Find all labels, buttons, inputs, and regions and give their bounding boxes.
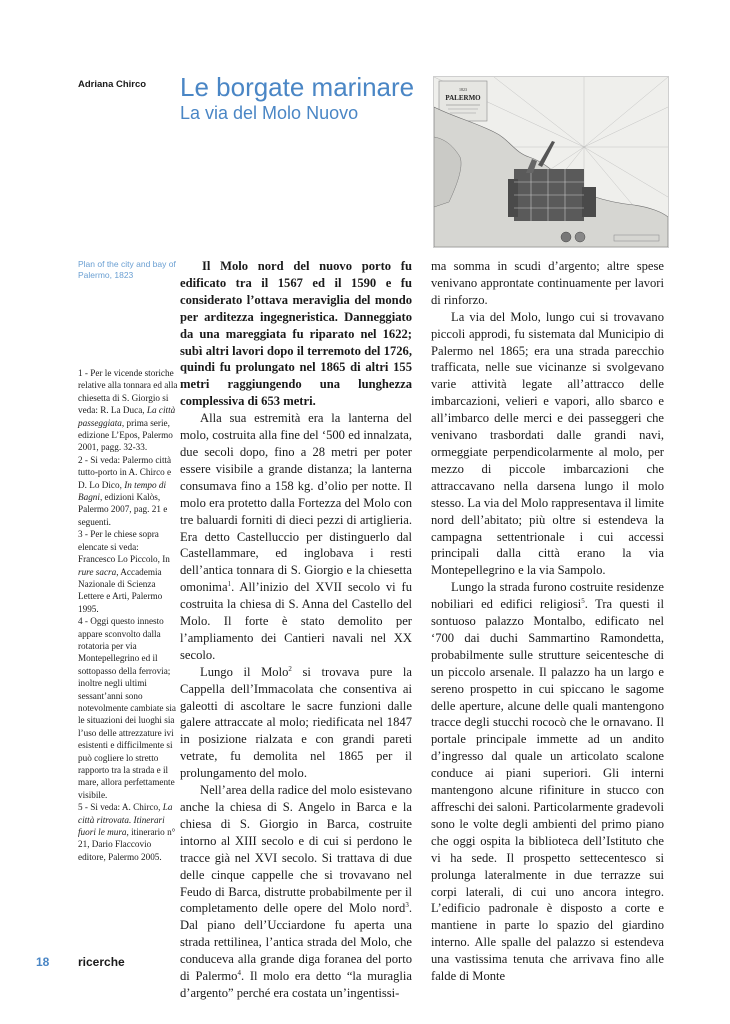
footnote: 3 - Per le chiese sopra elencate si veda: Francesco Lo Piccolo, In rure sacra, Accademia Nazionale di Scienza Lettere e Arti, Palermo 1995. — [78, 529, 170, 614]
body-paragraph: Lungo la strada furono costruite residenze nobiliari ed edifici religiosi$^5$. Tra questi il sontuoso palazzo Montalbo, edificato nel ‘700 dai duchi Sammartino Ramondetta, probabilmente sulle strutture seicentesche di un piccolo arsenale. Il palazzo ha un largo e sereno prospetto in cui spiccano le sagome delle aperture, alcune delle quali mantengono tracce degli stucchi rococò che le ornavano. Il portale principale immette ad un andito d’ingresso dal quale un articolato scalone conduce ai piani superiori. Gli interni mantengono alcune rifiniture in stucco con affreschi dei saloni. Particolarmente gradevoli sono le volte degli ambienti del primo piano che oggi ospita la biblioteca dell’Istituto che vi ha sede. Il prospetto settecentesco si prolunga lateralmente in due terrazze sui corpi laterali, di cui uno ancora integro. L’edificio padronale è disposto a corte e mantiene in parte lo spazio del giardino interno. Alle spalle del palazzo si estendeva una vastissima tenuta che arrivava fino alle falde di Monte — [431, 580, 664, 984]
author-name: Adriana Chirco — [78, 79, 147, 90]
body-paragraph: La via del Molo, lungo cui si trovavano piccoli approdi, fu sistemata dal Municipio di Palermo nel 1865; era una strada parecchio trafficata, nelle sue vicinanze si svolgevano varie attività legate all’attracco delle imbarcazioni, velieri e vapori, allo sbarco e all’imbarco delle merci e dei passeggeri che venivano trasbordati dalle grandi navi, ormeggiate perpendicolarmente al molo, per mezzo di piccole imbarcazioni che attraccavano nella darsena lungo il molo stesso. La via del Molo rappresentava il limite nord dell’abitato; più oltre si estendeva la campagna settentrionale i cui accessi principali dalla città erano la via Montepellegrino e la via Sampolo. — [431, 309, 664, 578]
map-title: PALERMO — [445, 94, 481, 102]
body-column-left — [180, 258, 412, 1002]
svg-text:1823: 1823 — [459, 87, 467, 92]
map-seal-left — [561, 232, 571, 242]
lead-paragraph: Il Molo nord del nuovo porto fu edificato tra il 1567 ed il 1590 e fu considerato l’ottava meraviglia del mondo per arditezza ingegneristica. Danneggiato da una mareggiata fu riparato nel 1622; subì altri lavori dopo il terremoto del 1726, quindi fu prolungato nel 1865 di altri 155 metri raggiungendo una lunghezza complessiva di 653 metri. — [180, 259, 412, 409]
article-title: Le borgate marinare — [180, 72, 415, 102]
body-column-right — [431, 258, 664, 985]
footnote: 4 - Oggi questo innesto appare sconvolto dalla rotatoria per via Montepellegrino ed il sottopasso della ferrovia; inoltre negli ultimi sessant’anni sono notevolmente cambiate sia le situazioni dei luoghi sia l’uso delle attrezzature ivi esistenti e difficilmente si può cogliere lo stretto rapporto tra la strada e il mare, allora perfettamente visibile. — [78, 616, 176, 800]
footnote: 5 - Si veda: A. Chirco, La città ritrovata. Itinerari fuori le mura, itinerario n° 21, Dario Flaccovio editore, Palermo 2005. — [78, 802, 176, 862]
footnote: 1 - Per le vicende storiche relative alla tonnara ed alla chiesetta di S. Giorgio si veda: R. La Duca, La città passeggiata, prima serie, edizione L’Epos, Palermo 2001, pagg. 32-33. — [78, 368, 178, 453]
map-seal-right — [575, 232, 585, 242]
figure-caption: Plan of the city and bay of Palermo, 1823 — [78, 259, 176, 280]
page-number: 18 — [36, 955, 50, 969]
body-paragraph: Alla sua estremità era la lanterna del molo, costruita alla fine del ‘500 ed innalzata, due secoli dopo, fino a 28 metri per poter essere visibile a grande distanza; la lanterna consumava fino a 158 kg. d’olio per notte. Il molo era protetto dalla Fortezza del Molo con tre baluardi forniti di dieci pezzi di artiglieria. Era detto Castelluccio per distinguerlo dal Castellammare, ed inglobava i resti dell’antica tonnara di S. Giorgio e la chiesetta omonima$^1$. All’inizio del XVII secolo vi fu costruita la chiesa di S. Anna del Castello del Molo. Il forte è stato demolito per l’ampliamento dei Cantieri navali nel XX secolo. — [180, 411, 412, 662]
body-paragraph: Lungo il Molo$^2$ si trovava pure la Cappella dell’Immacolata che consentiva ai galeotti di ascoltare le sacre funzioni dalle galere attraccate al molo; riedificata nel 1847 in posizione rialzata e con grandi pareti vetrate, fu demolita nel 1865 per il prolungamento del molo. — [180, 664, 412, 781]
historic-map-image — [433, 76, 669, 248]
body-paragraph: Nell’area della radice del molo esistevano anche la chiesa di S. Angelo in Barca e la chiesa di S. Giorgio in Barca, costruite intorno al XIII secolo e di cui si perdono le tracce già nel XVI secolo. Si trattava di due delle cinque cappelle che si trovavano nel Feudo di Barca, distrutte probabilmente per il completamento delle opere del Molo nord$^3$. Dal piano dell’Ucciardone fu aperta una strada rettilinea, l’antica strada del Molo, che conduceva alla grande diga foranea del porto di Palermo$^4$. Il molo era detto “la muraglia d’argento” perché era costata un’ingentissi- — [180, 783, 412, 1000]
footnotes — [78, 367, 178, 863]
article-subtitle: La via del Molo Nuovo — [180, 103, 359, 123]
footnote: 2 - Si veda: Palermo città tutto-porto in A. Chirco e D. Lo Dico, In tempo di Bagni, edizioni Kalòs, Palermo 2007, pag. 21 e seguenti. — [78, 454, 172, 527]
body-paragraph: ma somma in scudi d’argento; altre spese venivano approntate continuamente per lavori di rinforzo. — [431, 259, 664, 307]
section-name: ricerche — [78, 955, 125, 969]
map-illustration — [434, 77, 668, 247]
